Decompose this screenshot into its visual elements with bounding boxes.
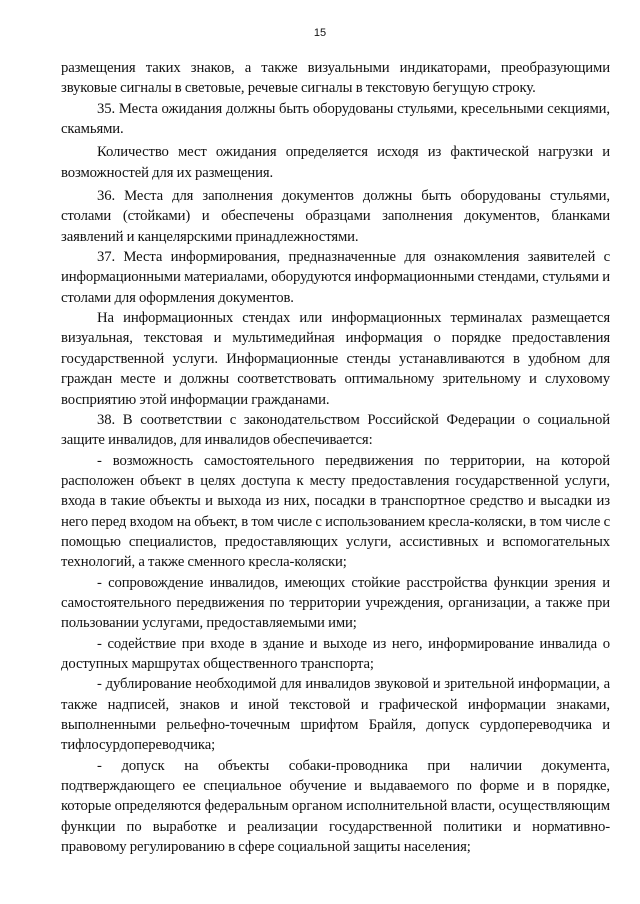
list-item-entrance-assistance: - содействие при входе в здание и выходе из него, информирование инвалида о доступных маршрутах общественного транспорта; <box>61 635 610 672</box>
paragraph-continuation: размещения таких знаков, а также визуальными индикаторами, преобразующими звуковые сигналы в световые, речевые сигналы в текстовую бегущую строку. <box>61 60 610 97</box>
paragraph-35: 35. Места ожидания должны быть оборудованы стульями, кресельными секциями, скамьями. <box>61 100 610 138</box>
list-item-braille: - дублирование необходимой для инвалидов звуковой и зрительной информации, а также надписей, знаков и иной текстовой и графической информации знаками, выполненными рельефно-точечным шрифтом Брайля, допуск сурдопереводчика и тифлосурдопереводчика; <box>61 676 610 754</box>
list-item-escort: - сопровождение инвалидов, имеющих стойкие расстройства функции зрения и самостоятельного передвижения по территории учреждения, организации, а также при пользовании услугами, предоставляемыми ими; <box>61 574 610 632</box>
document-body <box>61 58 610 857</box>
paragraph-info-stands: На информационных стендах или информационных терминалах размещается визуальная, текстовая и мультимедийная информация о порядке предоставления государственной услуги. Информационные стенды устанавливаются в удобном для граждан месте и должны соответствовать оптимальному зрительному и слуховому восприятию этой информации гражданами. <box>61 310 610 408</box>
list-item-guide-dog: - допуск на объекты собаки-проводника при наличии документа, подтверждающего ее специальное обучение и выдаваемого по форме и в порядке, которые определяются федеральным органом исполнительной власти, осуществляющим функции по выработке и реализации государственной политики и нормативно-правовому регулированию в сфере социальной защиты населения; <box>61 757 610 856</box>
paragraph-38: 38. В соответствии с законодательством Российской Федерации о социальной защите инвалидов, для инвалидов обеспечивается: <box>61 411 610 449</box>
paragraph-waiting-count: Количество мест ожидания определяется исходя из фактической нагрузки и возможностей для их размещения. <box>61 144 610 181</box>
paragraph-36: 36. Места для заполнения документов должны быть оборудованы стульями, столами (стойками) и обеспечены образцами заполнения документов, бланками заявлений и канцелярскими принадлежностями. <box>61 188 610 245</box>
paragraph-37: 37. Места информирования, предназначенные для ознакомления заявителей с информационными материалами, оборудуются информационными стендами, стульями и столами для оформления документов. <box>61 249 610 306</box>
list-item-mobility: - возможность самостоятельного передвижения по территории, на которой расположен объект в целях доступа к месту предоставления государственной услуги, входа в такие объекты и выхода из них, посадки в транспортное средство и высадки из него перед входом на объект, в том числе с использованием кресла-коляски, в том числе с помощью специалистов, предоставляющих услуги, ассистивных и вспомогательных технологий, а также сменного кресла-коляски; <box>61 452 610 571</box>
page-number: 15 <box>313 27 327 39</box>
